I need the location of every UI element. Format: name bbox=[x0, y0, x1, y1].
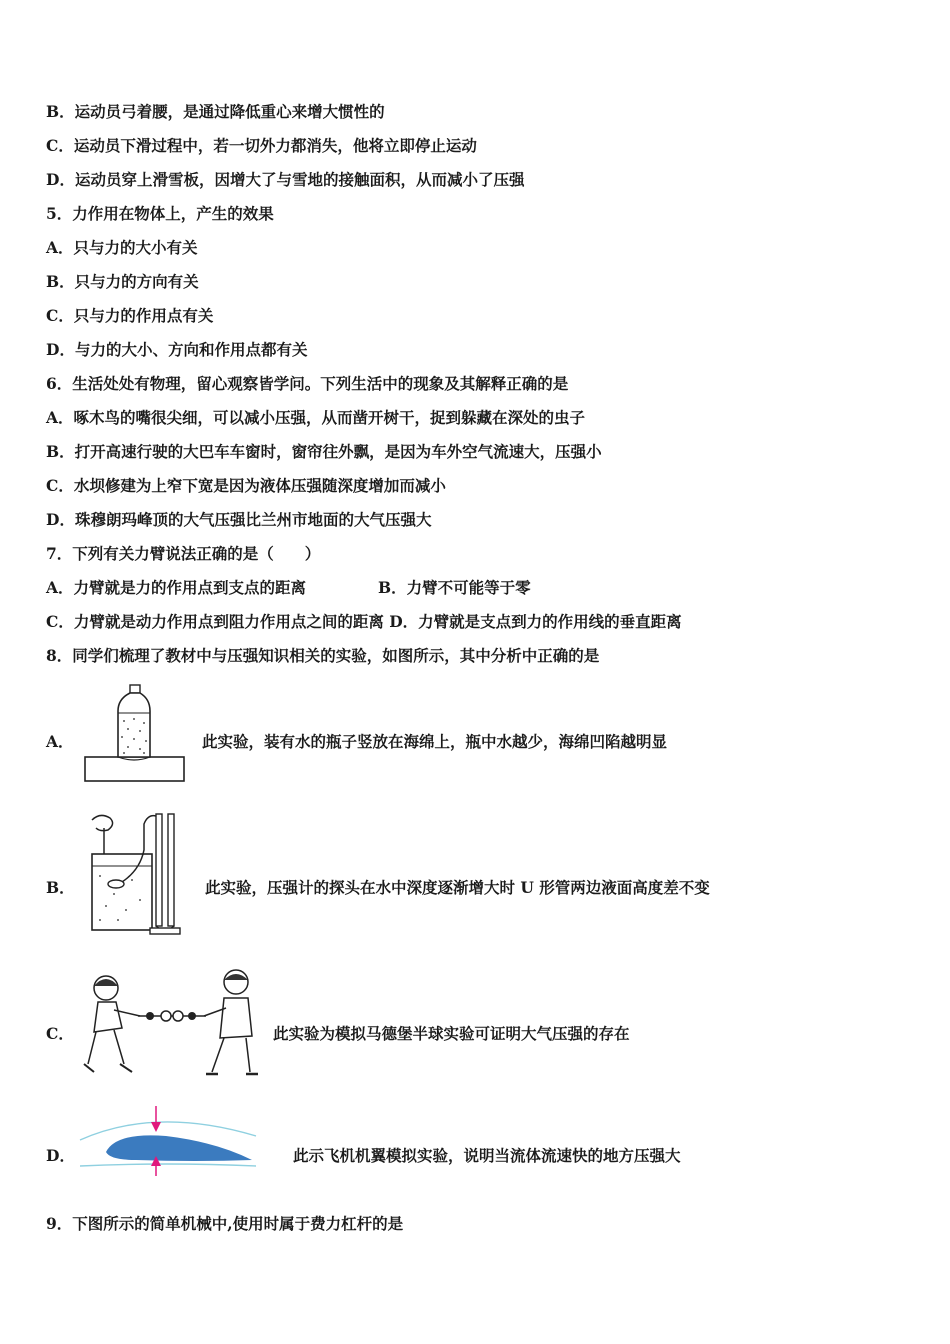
magdeburg-children-figure bbox=[78, 968, 268, 1084]
q6-stem: 6．生活处处有物理，留心观察皆学问。下列生活中的现象及其解释正确的是 bbox=[46, 374, 569, 393]
q8-label-a: A． bbox=[46, 732, 74, 751]
q9-stem: 9．下图所示的简单机械中,使用时属于费力杠杆的是 bbox=[46, 1214, 404, 1233]
q7-option-b: B．力臂不可能等于零 bbox=[378, 578, 531, 597]
q7-option-a: A．力臂就是力的作用点到支点的距离 bbox=[46, 578, 307, 597]
q8-text-d: 此示飞机机翼模拟实验，说明当流体流速快的地方压强大 bbox=[293, 1146, 681, 1165]
pressure-gauge-figure bbox=[78, 810, 182, 936]
q7-stem: 7．下列有关力臂说法正确的是（ ） bbox=[46, 544, 321, 563]
q6-option-b: B．打开高速行驶的大巴车车窗时，窗帘往外飘，是因为车外空气流速大，压强小 bbox=[46, 442, 602, 461]
q6-option-a: A．啄木鸟的嘴很尖细，可以减小压强，从而凿开树干，捉到躲藏在深处的虫子 bbox=[46, 408, 586, 427]
q8-text-c: 此实验为模拟马德堡半球实验可证明大气压强的存在 bbox=[273, 1024, 630, 1043]
q6-option-d: D．珠穆朗玛峰顶的大气压强比兰州市地面的大气压强大 bbox=[46, 510, 432, 529]
q8-text-b: 此实验，压强计的探头在水中深度逐渐增大时 U 形管两边液面高度差不变 bbox=[205, 878, 710, 897]
q5-option-c: C．只与力的作用点有关 bbox=[46, 306, 214, 325]
q5-stem: 5．力作用在物体上，产生的效果 bbox=[46, 204, 274, 223]
airfoil-figure bbox=[76, 1102, 260, 1180]
bottle-sponge-figure bbox=[84, 683, 186, 783]
q8-stem: 8．同学们梳理了教材中与压强知识相关的实验，如图所示，其中分析中正确的是 bbox=[46, 646, 600, 665]
q6-option-c: C．水坝修建为上窄下宽是因为液体压强随深度增加而减小 bbox=[46, 476, 446, 495]
q8-label-b: B． bbox=[46, 878, 75, 897]
q8-label-c: C． bbox=[46, 1024, 74, 1043]
q5-option-d: D．与力的大小、方向和作用点都有关 bbox=[46, 340, 308, 359]
q5-option-a: A．只与力的大小有关 bbox=[46, 238, 198, 257]
q8-text-a: 此实验，装有水的瓶子竖放在海绵上，瓶中水越少，海绵凹陷越明显 bbox=[202, 732, 668, 751]
q4-option-c: C．运动员下滑过程中，若一切外力都消失，他将立即停止运动 bbox=[46, 136, 477, 155]
q8-label-d: D． bbox=[46, 1146, 75, 1165]
q4-option-b: B．运动员弓着腰，是通过降低重心来增大惯性的 bbox=[46, 102, 385, 121]
q7-option-cd: C．力臂就是动力作用点到阻力作用点之间的距离 D．力臂就是支点到力的作用线的垂直距离 bbox=[46, 612, 682, 631]
q5-option-b: B．只与力的方向有关 bbox=[46, 272, 199, 291]
q4-option-d: D．运动员穿上滑雪板，因增大了与雪地的接触面积，从而减小了压强 bbox=[46, 170, 525, 189]
